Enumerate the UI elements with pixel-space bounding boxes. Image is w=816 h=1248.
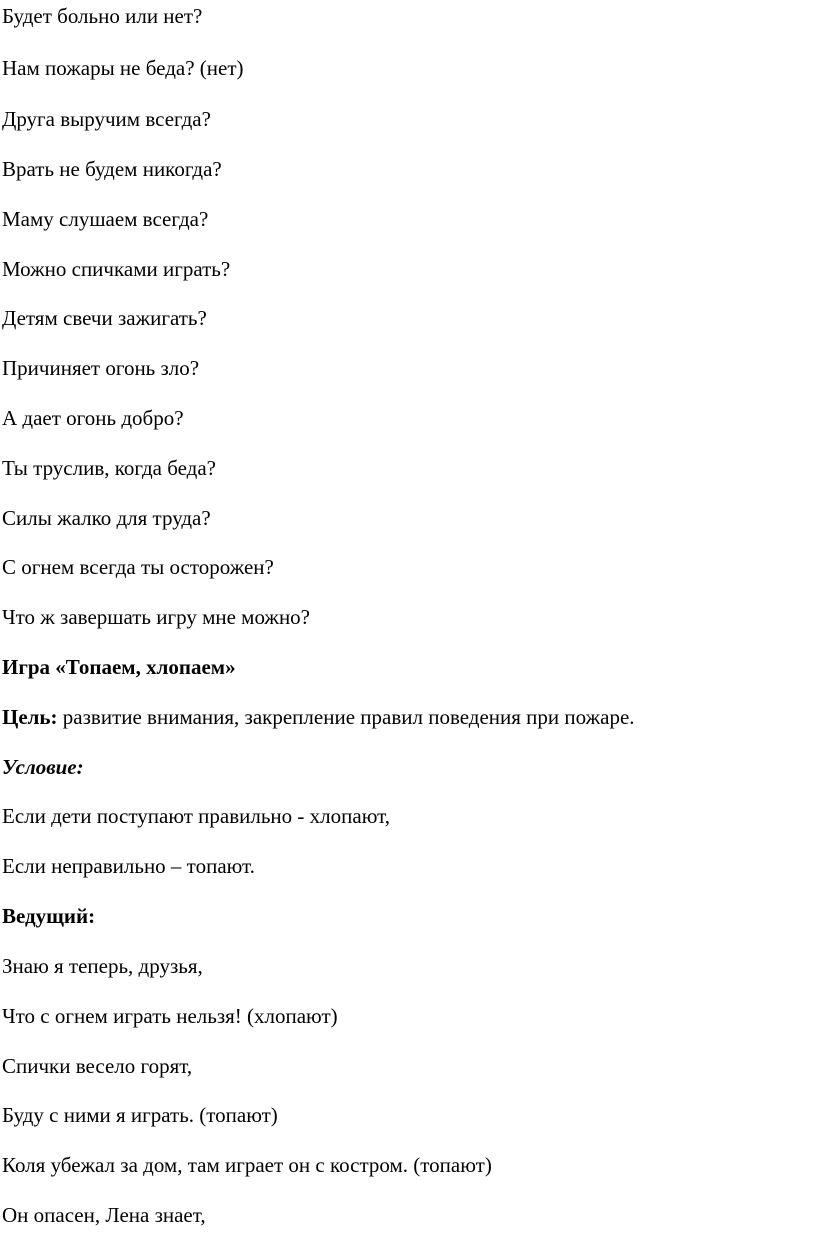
text-line: С огнем всегда ты осторожен? [2, 555, 274, 579]
text-line: Маму слушаем всегда? [2, 207, 209, 231]
text-line: Что ж завершать игру мне можно? [2, 605, 310, 629]
text-line: Будет больно или нет? [2, 4, 203, 28]
game-title: Игра «Топаем, хлопаем» [2, 655, 236, 679]
condition-label: Условие: [2, 755, 84, 779]
text-line: Силы жалко для труда? [2, 506, 211, 530]
text-line: А дает огонь добро? [2, 406, 184, 430]
host-line: Он опасен, Лена знает, [2, 1203, 206, 1227]
host-line: Спички весело горят, [2, 1054, 193, 1078]
goal-line [2, 704, 635, 730]
condition-line: Если неправильно – топают. [2, 854, 255, 878]
text-line: Причиняет огонь зло? [2, 356, 200, 380]
text-line: Врать не будем никогда? [2, 157, 222, 181]
host-line: Что с огнем играть нельзя! (хлопают) [2, 1004, 338, 1028]
text-line: Нам пожары не беда? (нет) [2, 56, 244, 80]
text-line: Друга выручим всегда? [2, 107, 211, 131]
text-line: Детям свечи зажигать? [2, 306, 207, 330]
text-line: Можно спичками играть? [2, 257, 231, 281]
host-line: Коля убежал за дом, там играет он с костром. (топают) [2, 1153, 492, 1177]
host-line: Буду с ними я играть. (топают) [2, 1103, 278, 1127]
text-line: Ты труслив, когда беда? [2, 456, 216, 480]
condition-line: Если дети поступают правильно - хлопают, [2, 804, 390, 828]
goal-text: развитие внимания, закрепление правил поведения при пожаре. [57, 705, 635, 729]
host-line: Знаю я теперь, друзья, [2, 954, 203, 978]
goal-label: Цель: [2, 705, 58, 729]
host-label: Ведущий: [2, 904, 96, 928]
